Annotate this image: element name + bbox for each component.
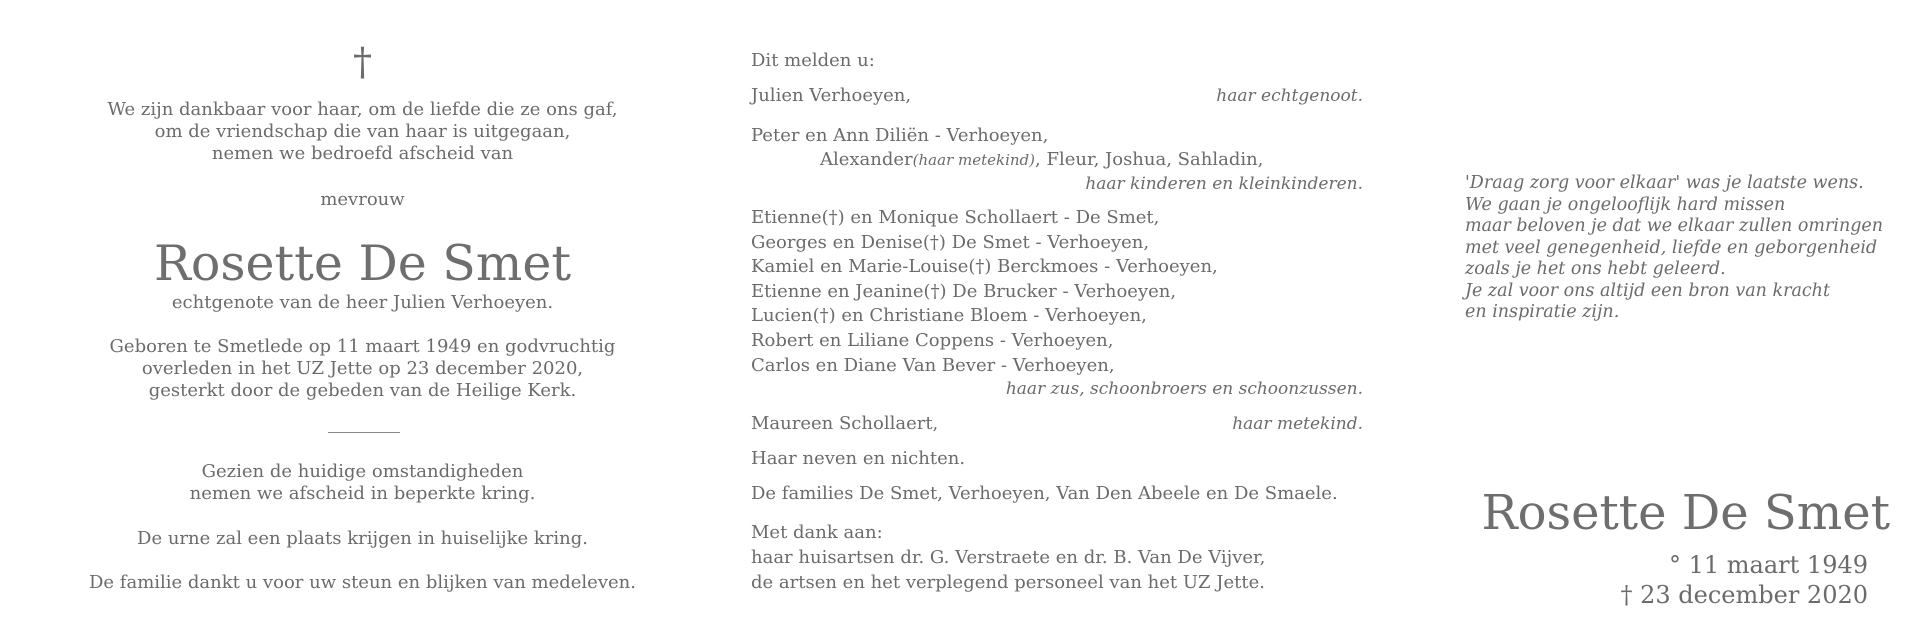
- left-panel: [60, 0, 665, 642]
- divider-line: [328, 432, 400, 433]
- goddaughter-row: [751, 412, 1363, 437]
- godchild-note: (haar metekind): [912, 151, 1036, 169]
- family-thanks: De familie dankt u voor uw steun en blijken van medeleven.: [89, 572, 636, 593]
- sibling-line: Kamiel en Marie-Louise(†) Berckmoes - Verhoeyen,: [751, 256, 1218, 277]
- poem-line: Je zal voor ons altijd een bron van kracht: [1465, 280, 1830, 301]
- poem-line: met veel genegenheid, liefde en geborgenheid: [1465, 237, 1878, 258]
- siblings-role: haar zus, schoonbroers en schoonzussen.: [1005, 379, 1363, 399]
- thanks-header: Met dank aan:: [751, 522, 883, 543]
- children-role: haar kinderen en kleinkinderen.: [1085, 174, 1363, 194]
- goddaughter-name: Maureen Schollaert,: [751, 413, 939, 434]
- deceased-name: Rosette De Smet: [153, 235, 572, 292]
- urn-text: De urne zal een plaats krijgen in huiselijke kring.: [137, 528, 588, 549]
- families-line: De families De Smet, Verhoeyen, Van Den Abeele en De Smaele.: [751, 483, 1338, 504]
- birth-death-line: gesterkt door de gebeden van de Heilige Kerk.: [148, 380, 577, 401]
- poem: [1465, 173, 1883, 324]
- middle-panel: [751, 0, 1363, 642]
- sibling-line: Etienne(†) en Monique Schollaert - De Smet,: [751, 207, 1160, 228]
- husband-row: [751, 84, 1363, 109]
- circumstances-text: [60, 461, 665, 505]
- sibling-line: Carlos en Diane Van Bever - Verhoeyen,: [751, 355, 1115, 376]
- sibling-line: Lucien(†) en Christiane Bloem - Verhoeyen,: [751, 305, 1147, 326]
- goddaughter-role: haar metekind.: [1232, 414, 1363, 434]
- intro-line: om de vriendschap die van haar is uitgegaan,: [154, 121, 571, 142]
- grandchildren-names: , Fleur, Joshua, Sahladin,: [1035, 149, 1264, 170]
- poem-line: 'Draag zorg voor elkaar' was je laatste wens.: [1465, 173, 1864, 193]
- poem-line: We gaan je ongelooflijk hard missen: [1465, 194, 1786, 215]
- spouse-line: echtgenote van de heer Julien Verhoeyen.: [171, 292, 554, 313]
- poem-line: maar beloven je dat we elkaar zullen omringen: [1465, 216, 1884, 236]
- birth-death-line: Geboren te Smetlede op 11 maart 1949 en godvruchtig: [109, 336, 616, 357]
- deceased-name-back: Rosette De Smet: [1481, 485, 1890, 541]
- death-date: † 23 december 2020: [1620, 581, 1868, 609]
- intro-line: We zijn dankbaar voor haar, om de liefde die ze ons gaf,: [107, 99, 618, 120]
- intro-line: nemen we bedroefd afscheid van: [211, 143, 514, 164]
- grandchildren-line: [751, 148, 1363, 173]
- circumstances-line: nemen we afscheid in beperkte kring.: [189, 483, 536, 504]
- thanks-line: haar huisartsen dr. G. Verstraete en dr. B. Van De Vijver,: [751, 547, 1266, 568]
- sibling-line: Georges en Denise(†) De Smet - Verhoeyen,: [751, 232, 1150, 253]
- grandchild-name: Alexander: [820, 149, 913, 170]
- birth-death-line: overleden in het UZ Jette op 23 december 2020,: [141, 358, 584, 379]
- cross-symbol: †: [353, 40, 372, 84]
- announcement-header: Dit melden u:: [751, 50, 875, 71]
- intro-text: [60, 99, 665, 165]
- right-panel: [1465, 0, 1895, 642]
- poem-line: zoals je het ons hebt geleerd.: [1465, 259, 1726, 279]
- sibling-line: Robert en Liliane Coppens - Verhoeyen,: [751, 330, 1114, 351]
- nephews-line: Haar neven en nichten.: [751, 448, 966, 469]
- circumstances-line: Gezien de huidige omstandigheden: [201, 461, 524, 482]
- life-dates: [1620, 550, 1868, 610]
- children-line: Peter en Ann Diliën - Verhoeyen,: [751, 125, 1049, 146]
- poem-line: en inspiratie zijn.: [1465, 302, 1620, 322]
- husband-role: haar echtgenoot.: [1216, 86, 1363, 106]
- sibling-line: Etienne en Jeanine(†) De Brucker - Verhoeyen,: [751, 281, 1177, 302]
- husband-name: Julien Verhoeyen,: [751, 85, 912, 106]
- salutation: mevrouw: [320, 189, 405, 210]
- thanks-line: de artsen en het verplegend personeel van het UZ Jette.: [751, 572, 1265, 593]
- birth-date: ° 11 maart 1949: [1669, 551, 1868, 579]
- birth-death-text: [60, 336, 665, 402]
